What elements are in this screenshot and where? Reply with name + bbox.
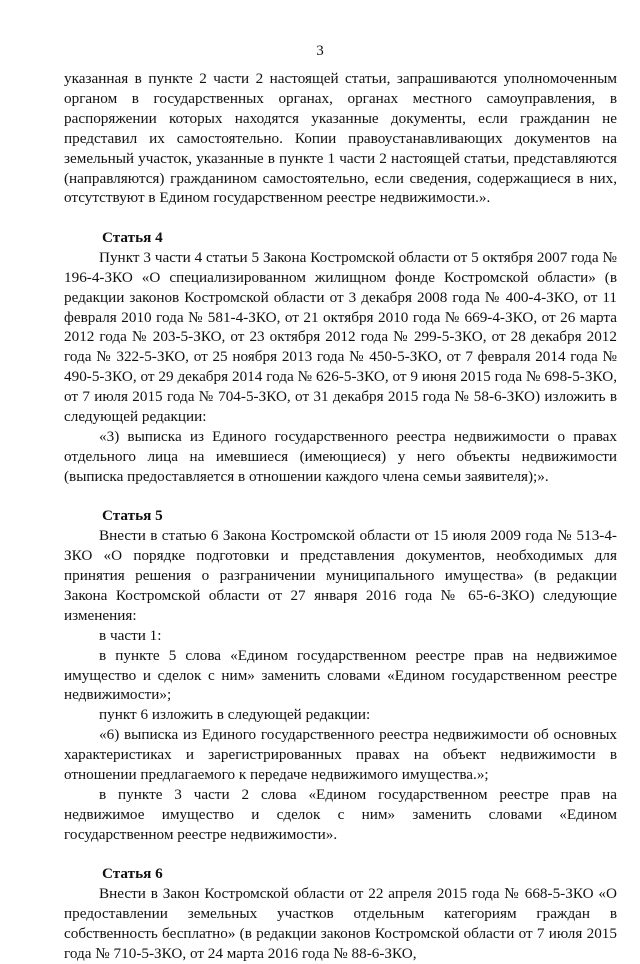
article-5-paragraph-5: «6) выписка из Единого государственного реестра недвижимости об основных характеристиках и зарегистрированных правах на объект недвижимости в отношении предлагаемого к передаче недвижимого имущества.»;: [64, 726, 617, 784]
article-5-paragraph-1: Внести в статью 6 Закона Костромской области от 15 июля 2009 года № 513-4-ЗКО «О порядке подготовки и представления документов, необходимых для принятия решения о разграничении муниципального имущества» (в редакции Закона Костромской области от 27 января 2016 года № 65-6-ЗКО) следующие изменения:: [64, 527, 617, 624]
paragraph-continuation: указанная в пункте 2 части 2 настоящей статьи, запрашиваются уполномоченным органом в государственных органах, органах местного самоуправления, в распоряжении которых находятся указанные документы, если гражданин не представил их самостоятельно. Копии правоустанавливающих документов на земельный участок, указанные в пункте 1 части 2 настоящей статьи, представляются (направляются) гражданином самостоятельно, если сведения, содержащиеся в них, отсутствуют в Едином государственном реестре недвижимости.».: [64, 70, 617, 207]
document-body: [64, 69, 617, 964]
article-5-paragraph-3: в пункте 5 слова «Едином государственном реестре прав на недвижимое имущество и сделок с ним» заменить словами «Едином государственном реестре недвижимости»;: [64, 646, 617, 704]
article-4-paragraph-2: «3) выписка из Единого государственного реестра недвижимости о правах отдельного лица на имевшиеся (имеющиеся) у него объекты недвижимости (выписка предоставляется в отношении каждого члена семьи заявителя);».: [64, 428, 617, 485]
article-4-paragraph-1: Пункт 3 части 4 статьи 5 Закона Костромской области от 5 октября 2007 года № 196-4-ЗКО «О специализированном жилищном фонде Костромской области» (в редакции законов Костромской области от 3 декабря 2008 года № 400-4-ЗКО, от 11 февраля 2010 года № 581-4-ЗКО, от 21 октября 2010 года № 669-4-ЗКО, от 26 марта 2012 года № 203-5-ЗКО, от 23 октября 2012 года № 299-5-ЗКО, от 28 декабря 2012 года № 322-5-ЗКО, от 25 ноября 2013 года № 450-5-ЗКО, от 7 февраля 2014 года № 490-5-ЗКО, от 29 декабря 2014 года № 626-5-ЗКО, от 9 июня 2015 года № 698-5-ЗКО, от 7 июля 2015 года № 704-5-ЗКО, от 31 декабря 2015 года № 58-6-ЗКО) изложить в следующей редакции:: [64, 248, 617, 426]
article-4-heading: Статья 4: [102, 228, 163, 246]
article-5-heading: Статья 5: [102, 507, 163, 525]
article-5-paragraph-4: пункт 6 изложить в следующей редакции:: [99, 706, 371, 724]
spacer: [64, 208, 617, 228]
spacer: [64, 487, 617, 507]
page-number: 3: [316, 43, 324, 59]
article-6-heading: Статья 6: [102, 865, 163, 883]
article-5-paragraph-2: в части 1:: [99, 626, 162, 644]
article-5-paragraph-6: в пункте 3 части 2 слова «Едином государственном реестре прав на недвижимое имущество и сделок с ним» заменить словами «Едином государственном реестре недвижимости».: [64, 786, 617, 843]
article-6-paragraph-1: Внести в Закон Костромской области от 22 апреля 2015 года № 668-5-ЗКО «О предоставлении земельных участков отдельным категориям граждан в собственность бесплатно» (в редакции законов Костромской области от 7 июля 2015 года № 710-5-ЗКО, от 24 марта 2016 года № 88-6-ЗКО,: [64, 885, 617, 962]
spacer: [64, 845, 617, 865]
